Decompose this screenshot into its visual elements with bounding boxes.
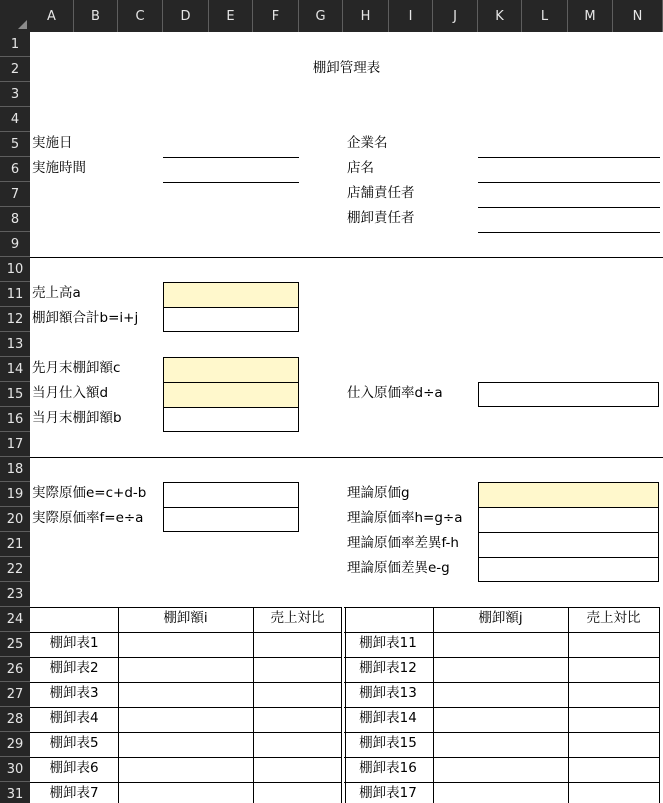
left-header-ratio[interactable]: 売上対比 bbox=[270, 610, 325, 626]
column-header[interactable]: C bbox=[118, 0, 163, 32]
sales-input[interactable] bbox=[163, 282, 299, 308]
month-end-label[interactable]: 当月末棚卸額b bbox=[32, 410, 122, 426]
prev-month-input[interactable] bbox=[163, 357, 299, 383]
left-table-row-label[interactable]: 棚卸表6 bbox=[49, 760, 99, 776]
row-header[interactable]: 16 bbox=[0, 407, 30, 432]
row-header[interactable]: 23 bbox=[0, 582, 30, 607]
actual-rate-label[interactable]: 実際原価率f=e÷a bbox=[32, 510, 144, 526]
purchase-label[interactable]: 当月仕入額d bbox=[32, 385, 109, 401]
right-table-top-border bbox=[344, 607, 659, 608]
actual-rate-cell[interactable] bbox=[163, 507, 299, 532]
inventory-manager-underline bbox=[478, 232, 660, 233]
right-table-row-label[interactable]: 棚卸表11 bbox=[359, 635, 417, 651]
left-table-row-border bbox=[30, 682, 342, 683]
section-divider-2 bbox=[30, 457, 663, 458]
purchase-input[interactable] bbox=[163, 382, 299, 408]
row-header[interactable]: 1 bbox=[0, 32, 30, 57]
right-table-row-label[interactable]: 棚卸表13 bbox=[359, 685, 417, 701]
section-divider-1 bbox=[30, 257, 663, 258]
inventory-total-cell[interactable] bbox=[163, 307, 299, 332]
right-table-row-border bbox=[344, 782, 659, 783]
left-table-row-border bbox=[30, 632, 342, 633]
actual-cost-label[interactable]: 実際原価e=c+d-b bbox=[32, 485, 147, 501]
row-header[interactable]: 2 bbox=[0, 57, 30, 82]
date-underline bbox=[163, 157, 299, 158]
row-header[interactable]: 25 bbox=[0, 632, 30, 657]
right-table-col-border bbox=[659, 607, 660, 803]
row-header[interactable]: 29 bbox=[0, 732, 30, 757]
right-table-row-label[interactable]: 棚卸表17 bbox=[359, 785, 417, 801]
left-table-row-border bbox=[30, 732, 342, 733]
row-header[interactable]: 3 bbox=[0, 82, 30, 107]
select-all-corner[interactable] bbox=[0, 0, 30, 32]
theory-rate-cell[interactable] bbox=[478, 507, 659, 533]
inventory-total-label[interactable]: 棚卸額合計b=i+j bbox=[32, 310, 139, 326]
right-table-row-border bbox=[344, 632, 659, 633]
left-table-row-border bbox=[30, 782, 342, 783]
row-header[interactable]: 4 bbox=[0, 107, 30, 132]
column-header[interactable]: I bbox=[389, 0, 433, 32]
row-header[interactable]: 5 bbox=[0, 132, 30, 157]
row-header[interactable]: 12 bbox=[0, 307, 30, 332]
left-table-row-label[interactable]: 棚卸表2 bbox=[49, 660, 99, 676]
theory-rate-label[interactable]: 理論原価率h=g÷a bbox=[347, 510, 463, 526]
right-table-col-border bbox=[345, 607, 346, 803]
theory-rate-diff-cell[interactable] bbox=[478, 532, 659, 558]
left-table-row-label[interactable]: 棚卸表3 bbox=[49, 685, 99, 701]
time-underline bbox=[163, 182, 299, 183]
row-header[interactable]: 14 bbox=[0, 357, 30, 382]
left-table-col-border bbox=[253, 607, 254, 803]
right-table-row-label[interactable]: 棚卸表15 bbox=[359, 735, 417, 751]
purchase-cost-rate-label[interactable]: 仕入原価率d÷a bbox=[347, 385, 443, 401]
left-table-row-border bbox=[30, 707, 342, 708]
theory-rate-diff-label[interactable]: 理論原価率差異f-h bbox=[347, 535, 459, 551]
column-header[interactable]: M bbox=[568, 0, 613, 32]
row-header[interactable]: 20 bbox=[0, 507, 30, 532]
company-label[interactable]: 企業名 bbox=[347, 135, 388, 151]
row-header[interactable]: 26 bbox=[0, 657, 30, 682]
right-table-row-label[interactable]: 棚卸表14 bbox=[359, 710, 417, 726]
row-header[interactable]: 22 bbox=[0, 557, 30, 582]
left-table-row-label[interactable]: 棚卸表1 bbox=[49, 635, 99, 651]
row-header[interactable]: 30 bbox=[0, 757, 30, 782]
actual-cost-cell[interactable] bbox=[163, 482, 299, 508]
store-manager-underline bbox=[478, 207, 660, 208]
store-underline bbox=[478, 182, 660, 183]
left-table-row-border bbox=[30, 657, 342, 658]
left-header-amount[interactable]: 棚卸額i bbox=[163, 610, 208, 626]
left-table-row-label[interactable]: 棚卸表5 bbox=[49, 735, 99, 751]
column-header[interactable]: L bbox=[522, 0, 568, 32]
row-header[interactable]: 21 bbox=[0, 532, 30, 557]
column-header[interactable]: N bbox=[613, 0, 663, 32]
company-underline bbox=[478, 157, 660, 158]
right-table-row-border bbox=[344, 657, 659, 658]
column-header[interactable]: F bbox=[253, 0, 299, 32]
row-header[interactable]: 28 bbox=[0, 707, 30, 732]
row-header[interactable]: 27 bbox=[0, 682, 30, 707]
left-table-row-label[interactable]: 棚卸表4 bbox=[49, 710, 99, 726]
right-table-col-border bbox=[433, 607, 434, 803]
left-table-row-label[interactable]: 棚卸表7 bbox=[49, 785, 99, 801]
theory-cost-diff-label[interactable]: 理論原価差異e-g bbox=[347, 560, 450, 576]
theory-cost-input[interactable] bbox=[478, 482, 659, 508]
row-header[interactable]: 9 bbox=[0, 232, 30, 257]
column-header[interactable]: G bbox=[299, 0, 343, 32]
time-label[interactable]: 実施時間 bbox=[32, 160, 86, 176]
prev-month-label[interactable]: 先月末棚卸額c bbox=[32, 360, 121, 376]
right-table-row-border bbox=[344, 732, 659, 733]
purchase-cost-rate-cell[interactable] bbox=[478, 382, 659, 407]
date-label[interactable]: 実施日 bbox=[32, 135, 73, 151]
column-header[interactable]: D bbox=[163, 0, 209, 32]
store-manager-label[interactable]: 店舗責任者 bbox=[347, 185, 415, 201]
month-end-cell[interactable] bbox=[163, 407, 299, 432]
row-header[interactable]: 31 bbox=[0, 782, 30, 803]
row-header[interactable]: 7 bbox=[0, 182, 30, 207]
column-header[interactable]: J bbox=[433, 0, 478, 32]
column-header[interactable]: E bbox=[209, 0, 253, 32]
right-table-row-border bbox=[344, 707, 659, 708]
select-all-triangle-icon bbox=[18, 20, 27, 29]
row-header[interactable]: 11 bbox=[0, 282, 30, 307]
row-header[interactable]: 17 bbox=[0, 432, 30, 457]
column-header[interactable]: B bbox=[74, 0, 118, 32]
right-table-row-border bbox=[344, 682, 659, 683]
left-table-col-border bbox=[118, 607, 119, 803]
store-label[interactable]: 店名 bbox=[347, 160, 374, 176]
sheet-title[interactable]: 棚卸管理表 bbox=[312, 60, 381, 76]
right-table-row-border bbox=[344, 757, 659, 758]
column-header[interactable]: H bbox=[343, 0, 389, 32]
inventory-manager-label[interactable]: 棚卸責任者 bbox=[347, 210, 415, 226]
row-header[interactable]: 15 bbox=[0, 382, 30, 407]
theory-cost-label[interactable]: 理論原価g bbox=[347, 485, 410, 501]
right-table-col-border bbox=[568, 607, 569, 803]
row-header[interactable]: 8 bbox=[0, 207, 30, 232]
left-table-row-border bbox=[30, 757, 342, 758]
column-header[interactable]: A bbox=[30, 0, 74, 32]
row-header[interactable]: 18 bbox=[0, 457, 30, 482]
row-header[interactable]: 10 bbox=[0, 257, 30, 282]
row-header[interactable]: 6 bbox=[0, 157, 30, 182]
right-header-amount[interactable]: 棚卸額j bbox=[478, 610, 523, 626]
sales-label[interactable]: 売上高a bbox=[32, 285, 81, 301]
left-table-top-border bbox=[30, 607, 342, 608]
right-table-row-label[interactable]: 棚卸表12 bbox=[359, 660, 417, 676]
theory-cost-diff-cell[interactable] bbox=[478, 557, 659, 582]
right-header-ratio[interactable]: 売上対比 bbox=[586, 610, 641, 626]
row-header[interactable]: 19 bbox=[0, 482, 30, 507]
row-header[interactable]: 13 bbox=[0, 332, 30, 357]
right-table-row-label[interactable]: 棚卸表16 bbox=[359, 760, 417, 776]
row-header[interactable]: 24 bbox=[0, 607, 30, 632]
left-table-col-border bbox=[341, 607, 342, 803]
column-header[interactable]: K bbox=[478, 0, 522, 32]
